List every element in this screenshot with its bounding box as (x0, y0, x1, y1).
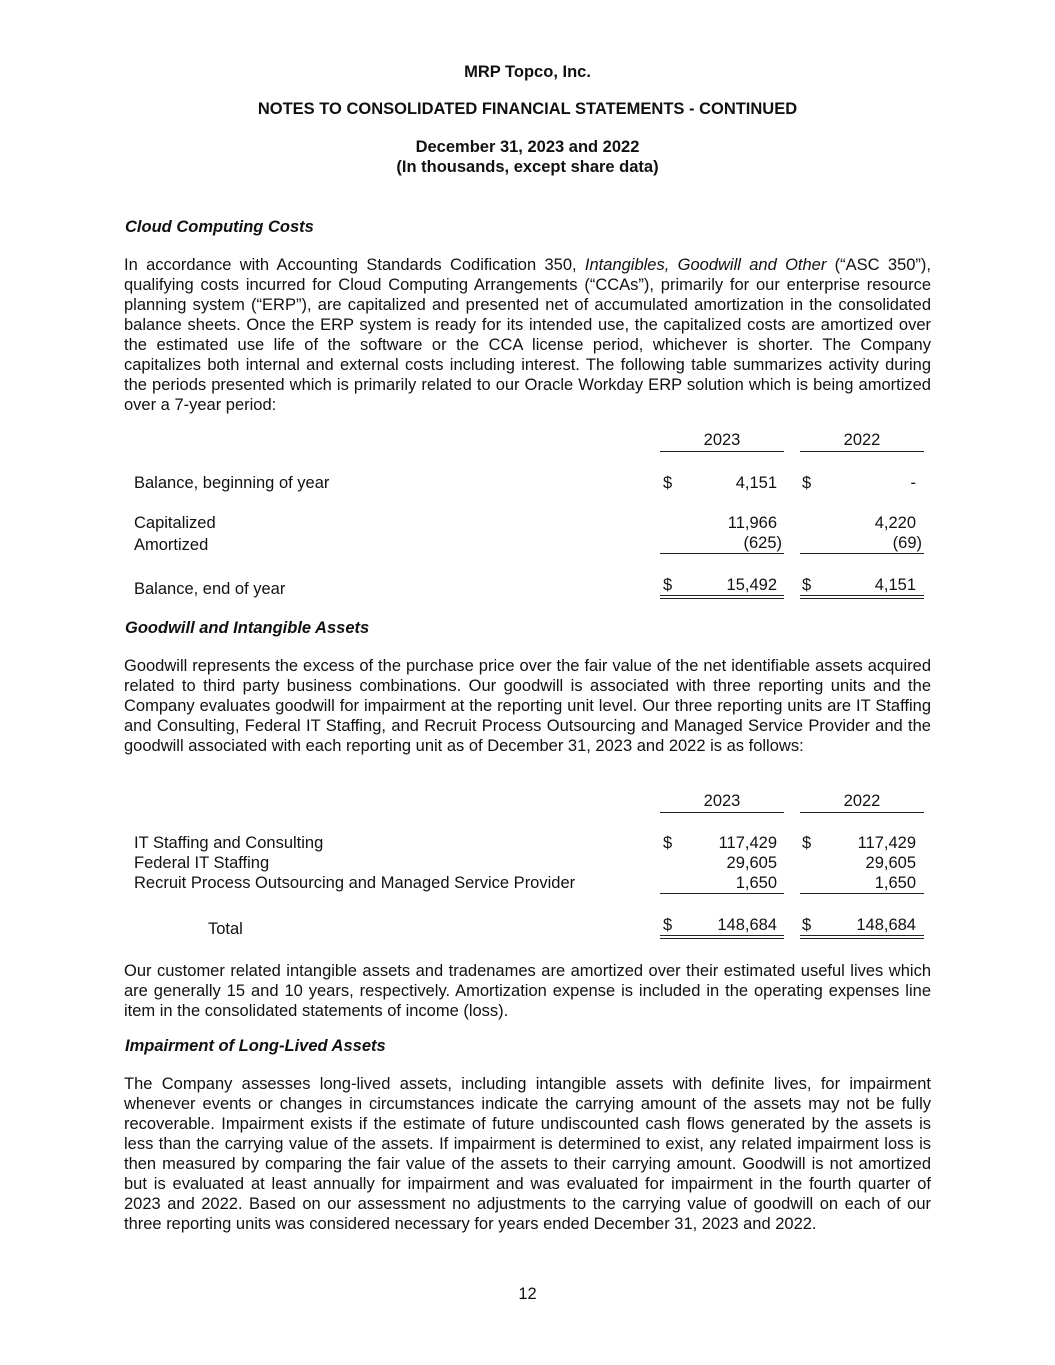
goodwill-heading: Goodwill and Intangible Assets (125, 619, 370, 637)
total-double-underline (660, 935, 784, 939)
header-underline (660, 451, 784, 452)
dollar-sign: $ (663, 916, 673, 934)
company-name: MRP Topco, Inc. (464, 63, 591, 81)
header-underline (800, 812, 924, 813)
units-note: (In thousands, except share data) (396, 158, 659, 176)
value-2022: 4,220 (874, 514, 916, 532)
value-2023: 15,492 (726, 576, 777, 594)
column-header-2022: 2022 (843, 792, 881, 810)
value-2023: 148,684 (717, 916, 777, 934)
document-title: NOTES TO CONSOLIDATED FINANCIAL STATEMENTS - CONTINUED (257, 100, 798, 118)
value-2022: 29,605 (865, 854, 916, 872)
value-2022: 148,684 (856, 916, 916, 934)
row-label: IT Staffing and Consulting (134, 834, 324, 852)
value-2023: (625) (743, 534, 782, 552)
row-label: Balance, end of year (134, 580, 286, 598)
value-2022: 117,429 (857, 834, 916, 852)
column-header-2023: 2023 (703, 792, 741, 810)
dollar-sign: $ (802, 834, 812, 852)
dollar-sign: $ (802, 916, 812, 934)
para-italic-text: Intangibles, Goodwill and Other (584, 256, 827, 274)
value-2023: 29,605 (726, 854, 777, 872)
subtotal-underline (660, 893, 784, 894)
total-double-underline (800, 595, 924, 599)
row-label: Amortized (134, 536, 209, 554)
value-2023: 11,966 (727, 514, 777, 532)
dollar-sign: $ (663, 474, 673, 492)
value-2023: 117,429 (718, 834, 777, 852)
cloud-computing-paragraph (124, 255, 931, 415)
row-label-total: Total (208, 920, 243, 938)
para-text: (“ASC 350”), qualifying costs incurred for Cloud Computing Arrangements (“CCAs”), primarily for our enterprise resource planning system (“ERP”), are capitalized and presented net of accumulated amortization in the consolidated balance sheets. Once the ERP system is ready for its intended use, the capitalized costs are amortized over the estimated use life of the software or the CCA license period, whichever is shorter. The Company capitalizes both internal and external costs including interest. The following table summarizes activity during the periods presented which is primarily related to our Oracle Workday ERP solution which is being amortized over a 7-year period: (124, 256, 931, 414)
value-2022: 4,151 (874, 576, 916, 594)
value-2022: - (910, 474, 916, 492)
goodwill-paragraph: Goodwill represents the excess of the purchase price over the fair value of the net identifiable assets acquired related to third party business combinations. Our goodwill is associated with three reporting units and the Company evaluates goodwill for impairment at the reporting unit level. Our three reporting units are IT Staffing and Consulting, Federal IT Staffing, and Recruit Process Outsourcing and Managed Service Provider and the goodwill associated with each reporting unit as of December 31, 2023 and 2022 is as follows: (124, 657, 931, 755)
subtotal-underline (660, 553, 784, 554)
dollar-sign: $ (802, 474, 812, 492)
header-underline (660, 812, 784, 813)
para-text: In accordance with Accounting Standards Codification 350, (124, 256, 585, 274)
subtotal-underline (800, 893, 924, 894)
value-2022: (69) (892, 534, 922, 552)
total-double-underline (660, 595, 784, 599)
cloud-computing-heading: Cloud Computing Costs (125, 218, 314, 236)
row-label: Federal IT Staffing (134, 854, 270, 872)
page-number: 12 (518, 1285, 537, 1303)
dollar-sign: $ (663, 834, 673, 852)
impairment-heading: Impairment of Long-Lived Assets (125, 1037, 386, 1055)
total-double-underline (800, 935, 924, 939)
column-header-2023: 2023 (703, 431, 741, 449)
row-label: Recruit Process Outsourcing and Managed Service Provider (134, 874, 576, 892)
subtotal-underline (800, 553, 924, 554)
statement-date: December 31, 2023 and 2022 (415, 138, 640, 156)
value-2022: 1,650 (874, 874, 916, 892)
row-label: Balance, beginning of year (134, 474, 330, 492)
dollar-sign: $ (802, 576, 812, 594)
header-underline (800, 451, 924, 452)
value-2023: 1,650 (735, 874, 777, 892)
value-2023: 4,151 (735, 474, 777, 492)
row-label: Capitalized (134, 514, 216, 532)
column-header-2022: 2022 (843, 431, 881, 449)
impairment-paragraph: The Company assesses long-lived assets, including intangible assets with definite lives, for impairment whenever events or changes in circumstances indicate the carrying amount of the assets may not be fully recoverable. Impairment exists if the estimate of future undiscounted cash flows generated by the assets is less than the carrying value of the assets. If impairment is determined to exist, any related impairment loss is then measured by comparing the fair value of the assets to their carrying amount. Goodwill is not amortized but is evaluated at least annually for impairment and was evaluated for impairment in the fourth quarter of 2023 and 2022. Based on our assessment no adjustments to the carrying value of goodwill on each of our three reporting units was considered necessary for years ended December 31, 2023 and 2022. (124, 1075, 931, 1233)
intangibles-paragraph: Our customer related intangible assets and tradenames are amortized over their estimated useful lives which are generally 15 and 10 years, respectively. Amortization expense is included in the operating expenses line item in the consolidated statements of income (loss). (124, 962, 931, 1020)
dollar-sign: $ (663, 576, 673, 594)
